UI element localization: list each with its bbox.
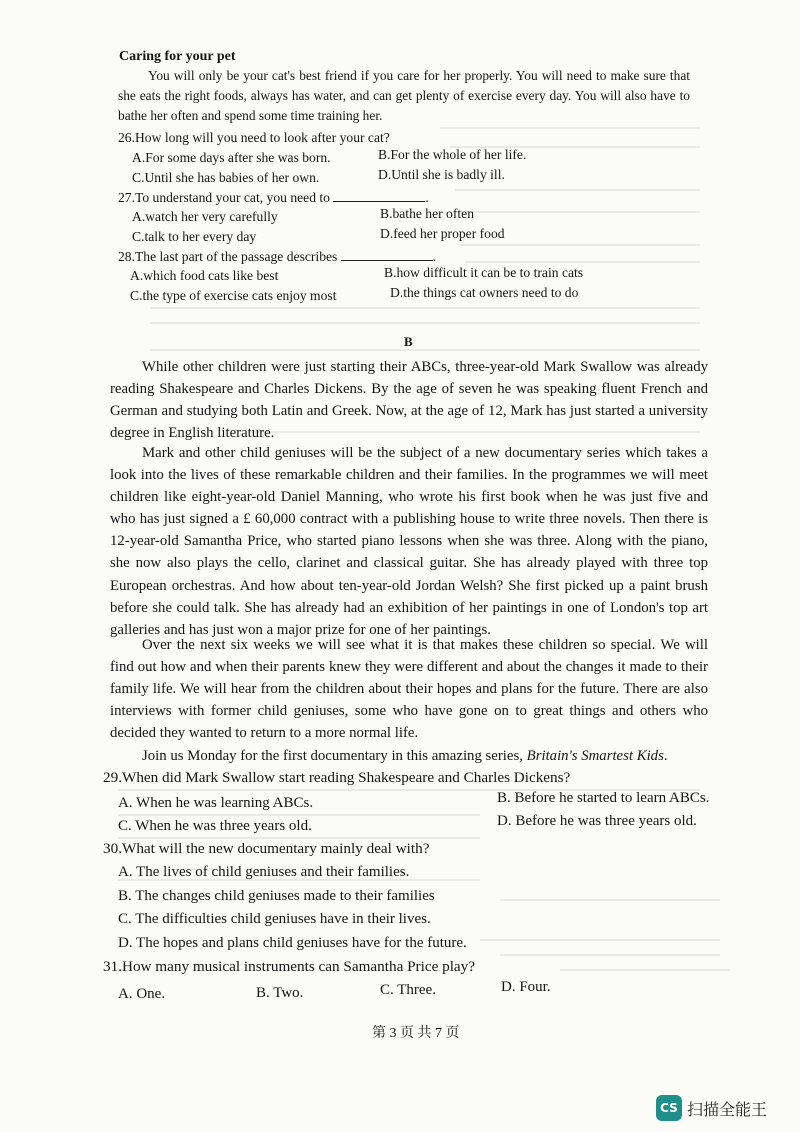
q29-option-b[interactable]: B. Before he started to learn ABCs. <box>497 790 710 806</box>
passage-b-paragraph-1 <box>110 356 708 444</box>
scanner-app-name: 扫描全能王 <box>687 1099 768 1119</box>
q29-option-a[interactable]: A. When he was learning ABCs. <box>118 795 314 811</box>
q30-option-b[interactable]: B. The changes child geniuses made to their families <box>118 888 435 904</box>
q29-option-c[interactable]: C. When he was three years old. <box>118 818 312 834</box>
q28-option-b[interactable]: B.how difficult it can be to train cats <box>384 265 584 280</box>
question-26: 26.How long will you need to look after your cat? <box>118 130 390 145</box>
question-30: 30.What will the new documentary mainly deal with? <box>103 840 430 857</box>
q26-option-d[interactable]: D.Until she is badly ill. <box>378 167 505 182</box>
q27-option-d[interactable]: D.feed her proper food <box>380 226 505 241</box>
q31-option-a[interactable]: A. One. <box>118 986 166 1002</box>
q30-option-a[interactable]: A. The lives of child geniuses and their families. <box>118 864 410 880</box>
camscanner-logo-icon: CS <box>656 1095 682 1121</box>
q26-option-b[interactable]: B.For the whole of her life. <box>378 147 527 162</box>
q28-option-d[interactable]: D.the things cat owners need to do <box>390 285 579 300</box>
passage-b-p1-text: While other children were just starting their ABCs, three-year-old Mark Swallow was already reading Shakespeare and Charles Dickens. By the age of seven he was speaking fluent French and German and studying both Latin and Greek. Now, at the age of 12, Mark has just started a university degree in English literature. <box>110 359 708 442</box>
series-title: Britain's Smartest Kids <box>526 748 664 764</box>
passage-a-text: You will only be your cat's best friend if you care for her properly. You will need to make sure that she eats the right foods, always has water, and can get plenty of exercise every day. You will also have to bathe her often and spend some time training her. <box>118 68 690 123</box>
question-27: 27.To understand your cat, you need to . <box>118 190 429 205</box>
q28-option-c[interactable]: C.the type of exercise cats enjoy most <box>130 288 337 303</box>
q31-option-c[interactable]: C. Three. <box>380 982 436 998</box>
answer-blank-28[interactable] <box>341 248 433 261</box>
passage-b-p2-text: Mark and other child geniuses will be the subject of a new documentary series which takes a look into the lives of these remarkable children and their families. In the programmes we will meet children like eight-year-old Daniel Manning, who wrote his first book when he was just five and who has just signed a £ 60,000 contract with a publishing house to write three novels. Then there is 12-year-old Samantha Price, who started piano lessons when she was three. Along with the piano, she now also plays the cello, clarinet and classical guitar. She has already played with three top European orchestras. And how about ten-year-old Jordan Welsh? She first picked up a paint brush before she could talk. She has already had an exhibition of her paintings in one of London's top art galleries and has just won a major prize for one of her paintings. <box>110 445 708 638</box>
section-b-label: B <box>404 334 413 349</box>
answer-blank-27[interactable] <box>333 189 425 202</box>
q27-option-b[interactable]: B.bathe her often <box>380 206 474 221</box>
question-31: 31.How many musical instruments can Samantha Price play? <box>103 958 476 975</box>
q30-option-d[interactable]: D. The hopes and plans child geniuses have for the future. <box>118 935 467 951</box>
page-number: 第 3 页 共 7 页 <box>372 1026 460 1041</box>
passage-b-paragraph-3 <box>110 634 708 744</box>
q31-option-d[interactable]: D. Four. <box>501 979 551 995</box>
q29-option-d[interactable]: D. Before he was three years old. <box>497 813 697 829</box>
q27-option-c[interactable]: C.talk to her every day <box>132 229 257 244</box>
passage-a-heading: Caring for your pet <box>119 49 236 64</box>
q26-option-c[interactable]: C.Until she has babies of her own. <box>132 170 320 185</box>
passage-b-p4-suffix: . <box>663 748 668 764</box>
q31-option-b[interactable]: B. Two. <box>256 985 304 1001</box>
q28-option-a[interactable]: A.which food cats like best <box>130 268 279 283</box>
passage-b-paragraph-2 <box>110 442 708 641</box>
q26-option-a[interactable]: A.For some days after she was born. <box>132 150 331 165</box>
scanner-watermark <box>656 1093 786 1123</box>
q30-option-c[interactable]: C. The difficulties child geniuses have in their lives. <box>118 911 431 927</box>
passage-a-paragraph <box>118 66 690 126</box>
passage-b-p4-prefix: Join us Monday for the first documentary in this amazing series, <box>142 748 523 764</box>
question-28: 28.The last part of the passage describes . <box>118 249 437 264</box>
question-28-text: 28.The last part of the passage describes <box>118 249 338 264</box>
question-29: 29.When did Mark Swallow start reading Shakespeare and Charles Dickens? <box>103 769 571 786</box>
passage-b-p3-text: Over the next six weeks we will see what it is that makes these children so special. We will find out how and when their parents knew they were different and about the changes it made to their family life. We will hear from the children about their hopes and plans for the future. There are also interviews with former child geniuses, some who have gone on to great things and others who decided they wanted to return to a more normal life. <box>110 637 708 742</box>
passage-b-paragraph-4 <box>110 745 708 767</box>
q27-option-a[interactable]: A.watch her very carefully <box>132 209 278 224</box>
question-27-text: 27.To understand your cat, you need to <box>118 190 330 205</box>
